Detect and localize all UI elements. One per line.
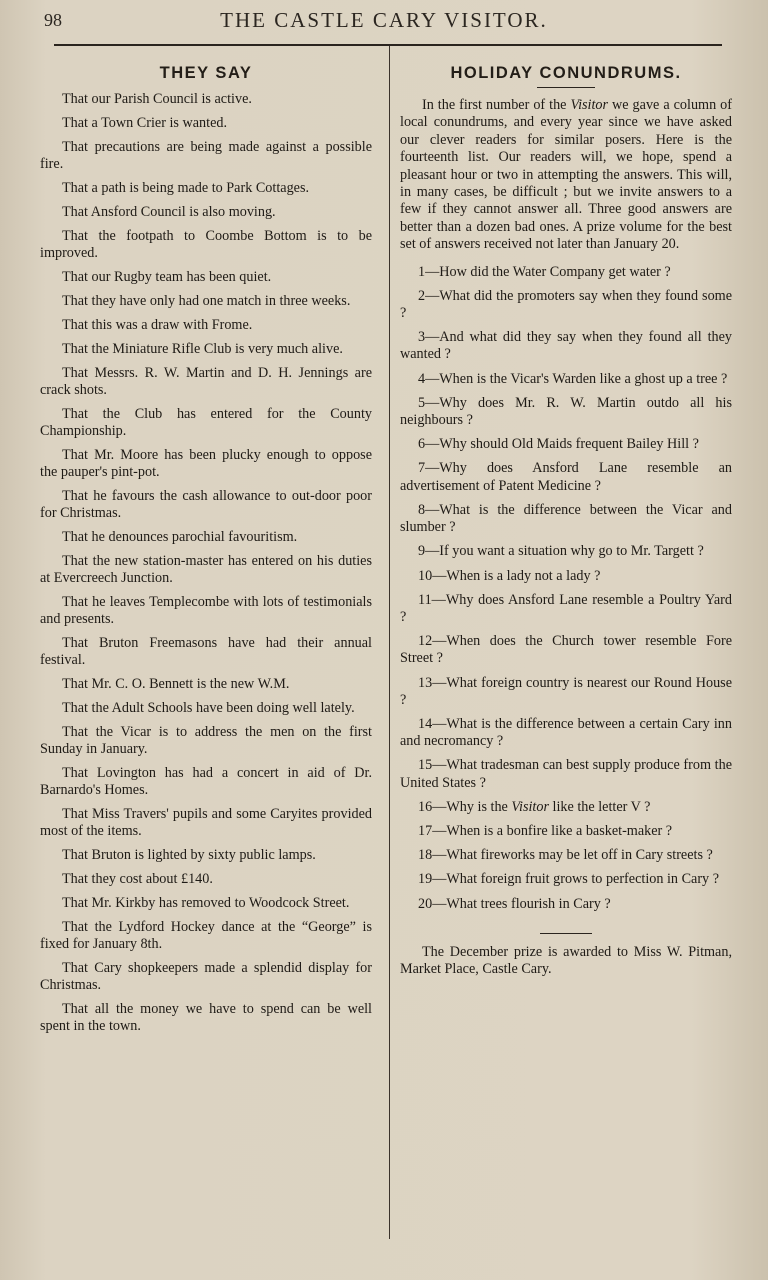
q16-text-a: 16—Why is the xyxy=(418,798,512,815)
they-say-item: That he favours the cash allowance to out-door poor for Christmas. xyxy=(40,488,372,521)
intro-text-a: In the first number of the xyxy=(422,97,571,113)
page-number: 98 xyxy=(44,10,62,30)
they-say-heading: THEY SAY xyxy=(159,64,253,82)
they-say-item: That the Vicar is to address the men on the first Sunday in January. xyxy=(40,724,372,757)
they-say-item: That our Rugby team has been quiet. xyxy=(62,269,272,285)
they-say-column xyxy=(40,58,372,1042)
conundrum-question: 11—Why does Ansford Lane resemble a Poultry Yard ? xyxy=(400,591,732,625)
column-divider xyxy=(389,46,390,1239)
prize-announcement: The December prize is awarded to Miss W. Pitman, Market Place, Castle Cary. xyxy=(400,943,732,978)
intro-text-b: we gave a column of local conundrums, and every year since we have asked our clever readers for similar posers. Here is the fourteenth list. Our readers will, we hope, spend a pleasant hour or two in attempting the answers. This will, in many cases, be difficult ; but we invite answers to a few if they cannot answer all. Three good answers are better than a dozen bad ones. A prize volume for the best set of answers received not later than January 20. xyxy=(400,97,732,253)
conundrums-column xyxy=(400,58,732,979)
conundrum-question: 14—What is the difference between a certain Cary inn and necromancy ? xyxy=(400,715,732,750)
conundrum-question: 17—When is a bonfire like a basket-maker ? xyxy=(418,822,673,839)
they-say-item: That Ansford Council is also moving. xyxy=(62,204,276,220)
they-say-item: That Mr. Moore has been plucky enough to oppose the pauper's pint-pot. xyxy=(40,447,372,480)
header-rule xyxy=(54,44,722,46)
they-say-item: That he leaves Templecombe with lots of testimonials and presents. xyxy=(40,594,372,627)
conundrums-intro xyxy=(400,97,732,254)
running-head xyxy=(0,8,768,36)
conundrum-question: 20—What trees flourish in Cary ? xyxy=(418,895,611,912)
q16-text-b: like the letter V ? xyxy=(548,798,651,815)
they-say-item: That the Club has entered for the County Championship. xyxy=(40,406,372,439)
conundrum-question: 10—When is a lady not a lady ? xyxy=(418,567,601,584)
they-say-item: That the new station-master has entered on his duties at Evercreech Junction. xyxy=(40,553,372,586)
conundrum-question: 5—Why does Mr. R. W. Martin outdo all his neighbours ? xyxy=(400,394,732,429)
they-say-item: That the footpath to Coombe Bottom is to be improved. xyxy=(40,228,372,261)
question-list xyxy=(400,264,732,913)
they-say-item: That he denounces parochial favouritism. xyxy=(62,529,298,545)
intro-visitor-italic: Visitor xyxy=(570,97,609,113)
conundrum-question: 18—What fireworks may be let off in Cary streets ? xyxy=(418,847,713,864)
they-say-item: That Messrs. R. W. Martin and D. H. Jennings are crack shots. xyxy=(40,365,372,398)
conundrum-question: 7—Why does Ansford Lane resemble an advertisement of Patent Medicine ? xyxy=(400,460,732,494)
they-say-item: That they cost about £140. xyxy=(62,871,213,887)
they-say-item: That the Lydford Hockey dance at the “George” is fixed for January 8th. xyxy=(40,919,372,952)
they-say-item: That Mr. Kirkby has removed to Woodcock Street. xyxy=(62,895,350,911)
conundrums-heading: HOLIDAY CONUNDRUMS. xyxy=(450,64,682,82)
conundrum-question: 1—How did the Water Company get water ? xyxy=(418,263,671,280)
they-say-item: That they have only had one match in three weeks. xyxy=(62,293,351,309)
conundrum-question: 3—And what did they say when they found all they wanted ? xyxy=(400,329,732,363)
conundrum-question: 19—What foreign fruit grows to perfection in Cary ? xyxy=(418,871,719,888)
they-say-item: That Lovington has had a concert in aid of Dr. Barnardo's Homes. xyxy=(40,765,372,798)
they-say-item: That Bruton Freemasons have had their annual festival. xyxy=(40,635,372,668)
q16-visitor-italic: Visitor xyxy=(511,798,549,815)
they-say-item: That our Parish Council is active. xyxy=(62,91,252,107)
they-say-item: That the Miniature Rifle Club is very much alive. xyxy=(62,341,343,357)
masthead-title: THE CASTLE CARY VISITOR. xyxy=(220,8,548,32)
conundrum-question: 9—If you want a situation why go to Mr. Targett ? xyxy=(418,543,704,560)
they-say-item: That Bruton is lighted by sixty public lamps. xyxy=(62,847,316,863)
conundrum-question: 8—What is the difference between the Vicar and slumber ? xyxy=(400,501,732,536)
they-say-item: That all the money we have to spend can be well spent in the town. xyxy=(40,1001,372,1034)
closing-rule xyxy=(540,933,592,934)
they-say-item: That Miss Travers' pupils and some Caryites provided most of the items. xyxy=(40,806,372,839)
they-say-item: That this was a draw with Frome. xyxy=(62,317,253,333)
they-say-item: That Mr. C. O. Bennett is the new W.M. xyxy=(62,676,290,692)
they-say-item: That a Town Crier is wanted. xyxy=(62,115,228,131)
conundrum-question: 13—What foreign country is nearest our Round House ? xyxy=(400,674,732,708)
conundrum-question: 12—When does the Church tower resemble Fore Street ? xyxy=(400,633,732,667)
conundrum-question: 6—Why should Old Maids frequent Bailey Hill ? xyxy=(418,436,699,453)
heading-rule xyxy=(537,87,595,88)
they-say-item: That Cary shopkeepers made a splendid display for Christmas. xyxy=(40,960,372,993)
conundrum-question: 2—What did the promoters say when they found some ? xyxy=(400,287,732,322)
conundrum-question xyxy=(400,799,732,816)
they-say-item: That the Adult Schools have been doing well lately. xyxy=(62,700,355,716)
they-say-item: That a path is being made to Park Cottages. xyxy=(62,180,310,196)
conundrum-question: 4—When is the Vicar's Warden like a ghost up a tree ? xyxy=(418,370,728,387)
they-say-list xyxy=(40,91,372,1035)
conundrum-question: 15—What tradesman can best supply produce from the United States ? xyxy=(400,757,732,791)
they-say-item: That precautions are being made against a possible fire. xyxy=(40,139,372,172)
